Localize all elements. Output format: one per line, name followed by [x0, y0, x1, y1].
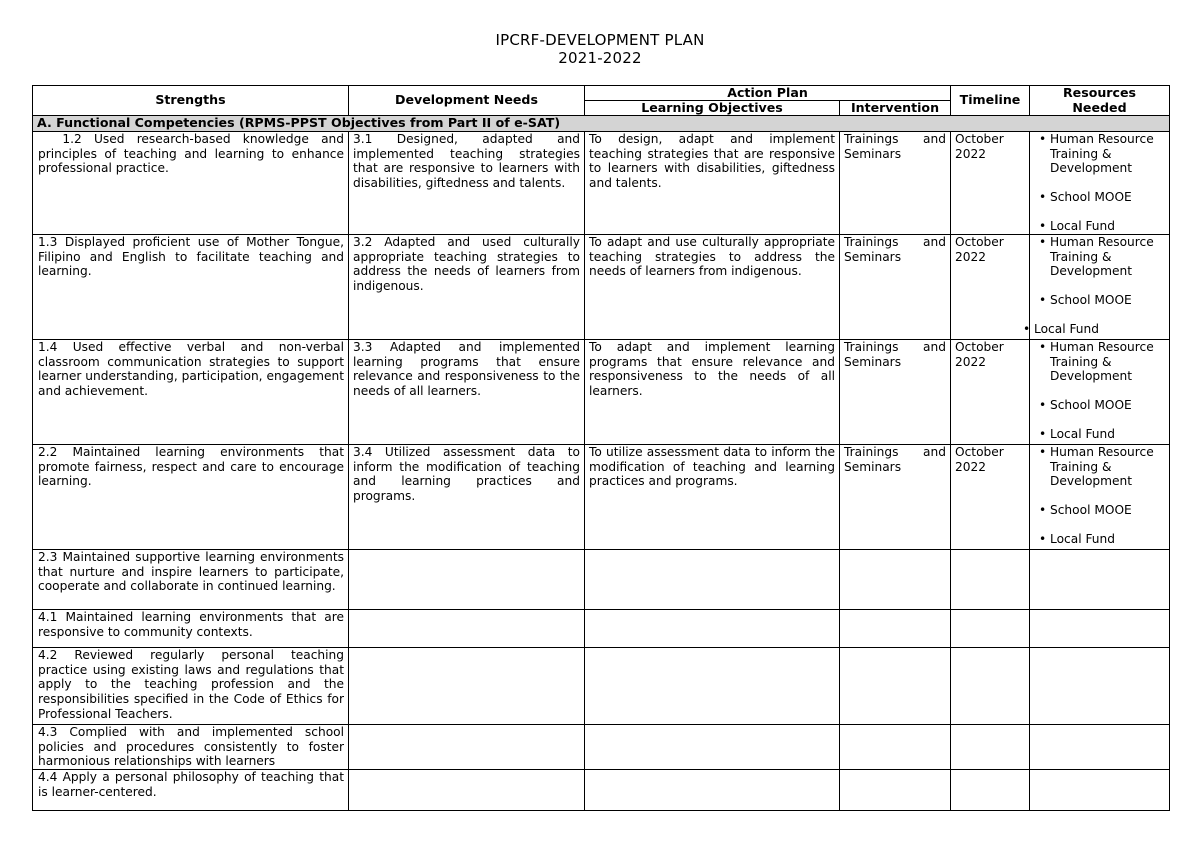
table-row — [33, 770, 1170, 811]
learning-objective-cell: To adapt and implement learning programs that ensure relevance and responsiveness to the needs of all learners. — [585, 340, 840, 445]
development-need-cell: 3.3 Adapted and implemented learning programs that ensure relevance and responsiveness to the needs of all learners. — [349, 340, 585, 445]
document-year: 2021-2022 — [558, 49, 642, 67]
table-row — [33, 725, 1170, 770]
timeline-cell: October 2022 — [951, 132, 1030, 235]
empty-cell — [585, 648, 840, 725]
empty-cell — [585, 770, 840, 811]
empty-cell — [1030, 550, 1170, 610]
empty-cell — [585, 725, 840, 770]
empty-cell — [349, 725, 585, 770]
strength-cell: 2.3 Maintained supportive learning environments that nurture and inspire learners to participate, cooperate and collaborate in continued learning. — [33, 550, 349, 610]
intervention-cell: Trainings and Seminars — [840, 132, 951, 235]
empty-cell — [349, 770, 585, 811]
table-row — [33, 445, 1170, 550]
empty-cell — [1030, 770, 1170, 811]
development-plan-table — [32, 85, 1170, 811]
strength-cell: 4.1 Maintained learning environments that are responsive to community contexts. — [33, 610, 349, 648]
section-label: A. Functional Competencies (RPMS-PPST Objectives from Part II of e-SAT) — [33, 116, 1170, 132]
empty-cell — [951, 770, 1030, 811]
list-item: • School MOOE — [1050, 293, 1165, 308]
resources-cell — [1030, 340, 1170, 445]
empty-cell — [585, 550, 840, 610]
header-resources-needed: Resources Needed — [1030, 86, 1170, 116]
list-item: • School MOOE — [1050, 398, 1165, 413]
empty-cell — [349, 550, 585, 610]
empty-cell — [840, 610, 951, 648]
header-learning-objectives: Learning Objectives — [585, 101, 840, 116]
empty-cell — [349, 648, 585, 725]
empty-cell — [951, 725, 1030, 770]
list-item: • Human Resource Training & Development — [1050, 235, 1165, 279]
resources-cell — [1030, 235, 1170, 340]
empty-cell — [840, 770, 951, 811]
strength-cell: 4.3 Complied with and implemented school policies and procedures consistently to foster harmonious relationships with learners — [33, 725, 349, 770]
strength-cell: 1.2 Used research-based knowledge and principles of teaching and learning to enhance professional practice. — [33, 132, 349, 235]
development-need-cell: 3.2 Adapted and used culturally appropriate teaching strategies to address the needs of learners from indigenous. — [349, 235, 585, 340]
intervention-cell: Trainings and Seminars — [840, 340, 951, 445]
empty-cell — [951, 648, 1030, 725]
table-row — [33, 235, 1170, 340]
learning-objective-cell: To design, adapt and implement teaching strategies that are responsive to learners with disabilities, giftedness and talents. — [585, 132, 840, 235]
intervention-cell: Trainings and Seminars — [840, 235, 951, 340]
empty-cell — [840, 725, 951, 770]
empty-cell — [840, 550, 951, 610]
document-title: IPCRF-DEVELOPMENT PLAN — [495, 31, 705, 49]
empty-cell — [1030, 725, 1170, 770]
list-item: • Local Fund — [1050, 219, 1165, 234]
strength-cell: 1.4 Used effective verbal and non-verbal classroom communication strategies to support learner understanding, participation, engagement and achievement. — [33, 340, 349, 445]
timeline-cell: October 2022 — [951, 445, 1030, 550]
learning-objective-cell: To adapt and use culturally appropriate teaching strategies to address the needs of learners from indigenous. — [585, 235, 840, 340]
empty-cell — [585, 610, 840, 648]
list-item: • Local Fund — [1050, 532, 1165, 547]
empty-cell — [951, 550, 1030, 610]
empty-cell — [349, 610, 585, 648]
header-intervention: Intervention — [840, 101, 951, 116]
list-item: • Human Resource Training & Development — [1050, 445, 1165, 489]
list-item: • Human Resource Training & Development — [1050, 132, 1165, 176]
header-action-plan: Action Plan — [585, 86, 951, 101]
learning-objective-cell: To utilize assessment data to inform the modification of teaching and learning practices and programs. — [585, 445, 840, 550]
empty-cell — [840, 648, 951, 725]
empty-cell — [951, 610, 1030, 648]
list-item: • Local Fund — [1050, 427, 1165, 442]
intervention-cell: Trainings and Seminars — [840, 445, 951, 550]
development-need-cell: 3.1 Designed, adapted and implemented teaching strategies that are responsive to learners with disabilities, giftedness and talents. — [349, 132, 585, 235]
table-row — [33, 610, 1170, 648]
header-development-needs: Development Needs — [349, 86, 585, 116]
empty-cell — [1030, 610, 1170, 648]
table-row — [33, 340, 1170, 445]
resources-cell — [1030, 445, 1170, 550]
list-item: • School MOOE — [1050, 190, 1165, 205]
strength-cell: 4.2 Reviewed regularly personal teaching practice using existing laws and regulations that apply to the teaching profession and the responsibilities specified in the Code of Ethics for Professional Teachers. — [33, 648, 349, 725]
development-need-cell: 3.4 Utilized assessment data to inform the modification of teaching and learning practices and programs. — [349, 445, 585, 550]
strength-cell: 4.4 Apply a personal philosophy of teaching that is learner-centered. — [33, 770, 349, 811]
resources-cell — [1030, 132, 1170, 235]
empty-cell — [1030, 648, 1170, 725]
timeline-cell: October 2022 — [951, 235, 1030, 340]
table-row — [33, 550, 1170, 610]
strength-cell: 1.3 Displayed proficient use of Mother Tongue, Filipino and English to facilitate teaching and learning. — [33, 235, 349, 340]
table-row — [33, 132, 1170, 235]
timeline-cell: October 2022 — [951, 340, 1030, 445]
header-timeline: Timeline — [951, 86, 1030, 116]
strength-cell: 2.2 Maintained learning environments that promote fairness, respect and care to encourage learning. — [33, 445, 349, 550]
table-row — [33, 648, 1170, 725]
resource-plain-text: • Local Fund — [1034, 322, 1165, 337]
list-item: • Human Resource Training & Development — [1050, 340, 1165, 384]
list-item: • School MOOE — [1050, 503, 1165, 518]
header-strengths: Strengths — [33, 86, 349, 116]
